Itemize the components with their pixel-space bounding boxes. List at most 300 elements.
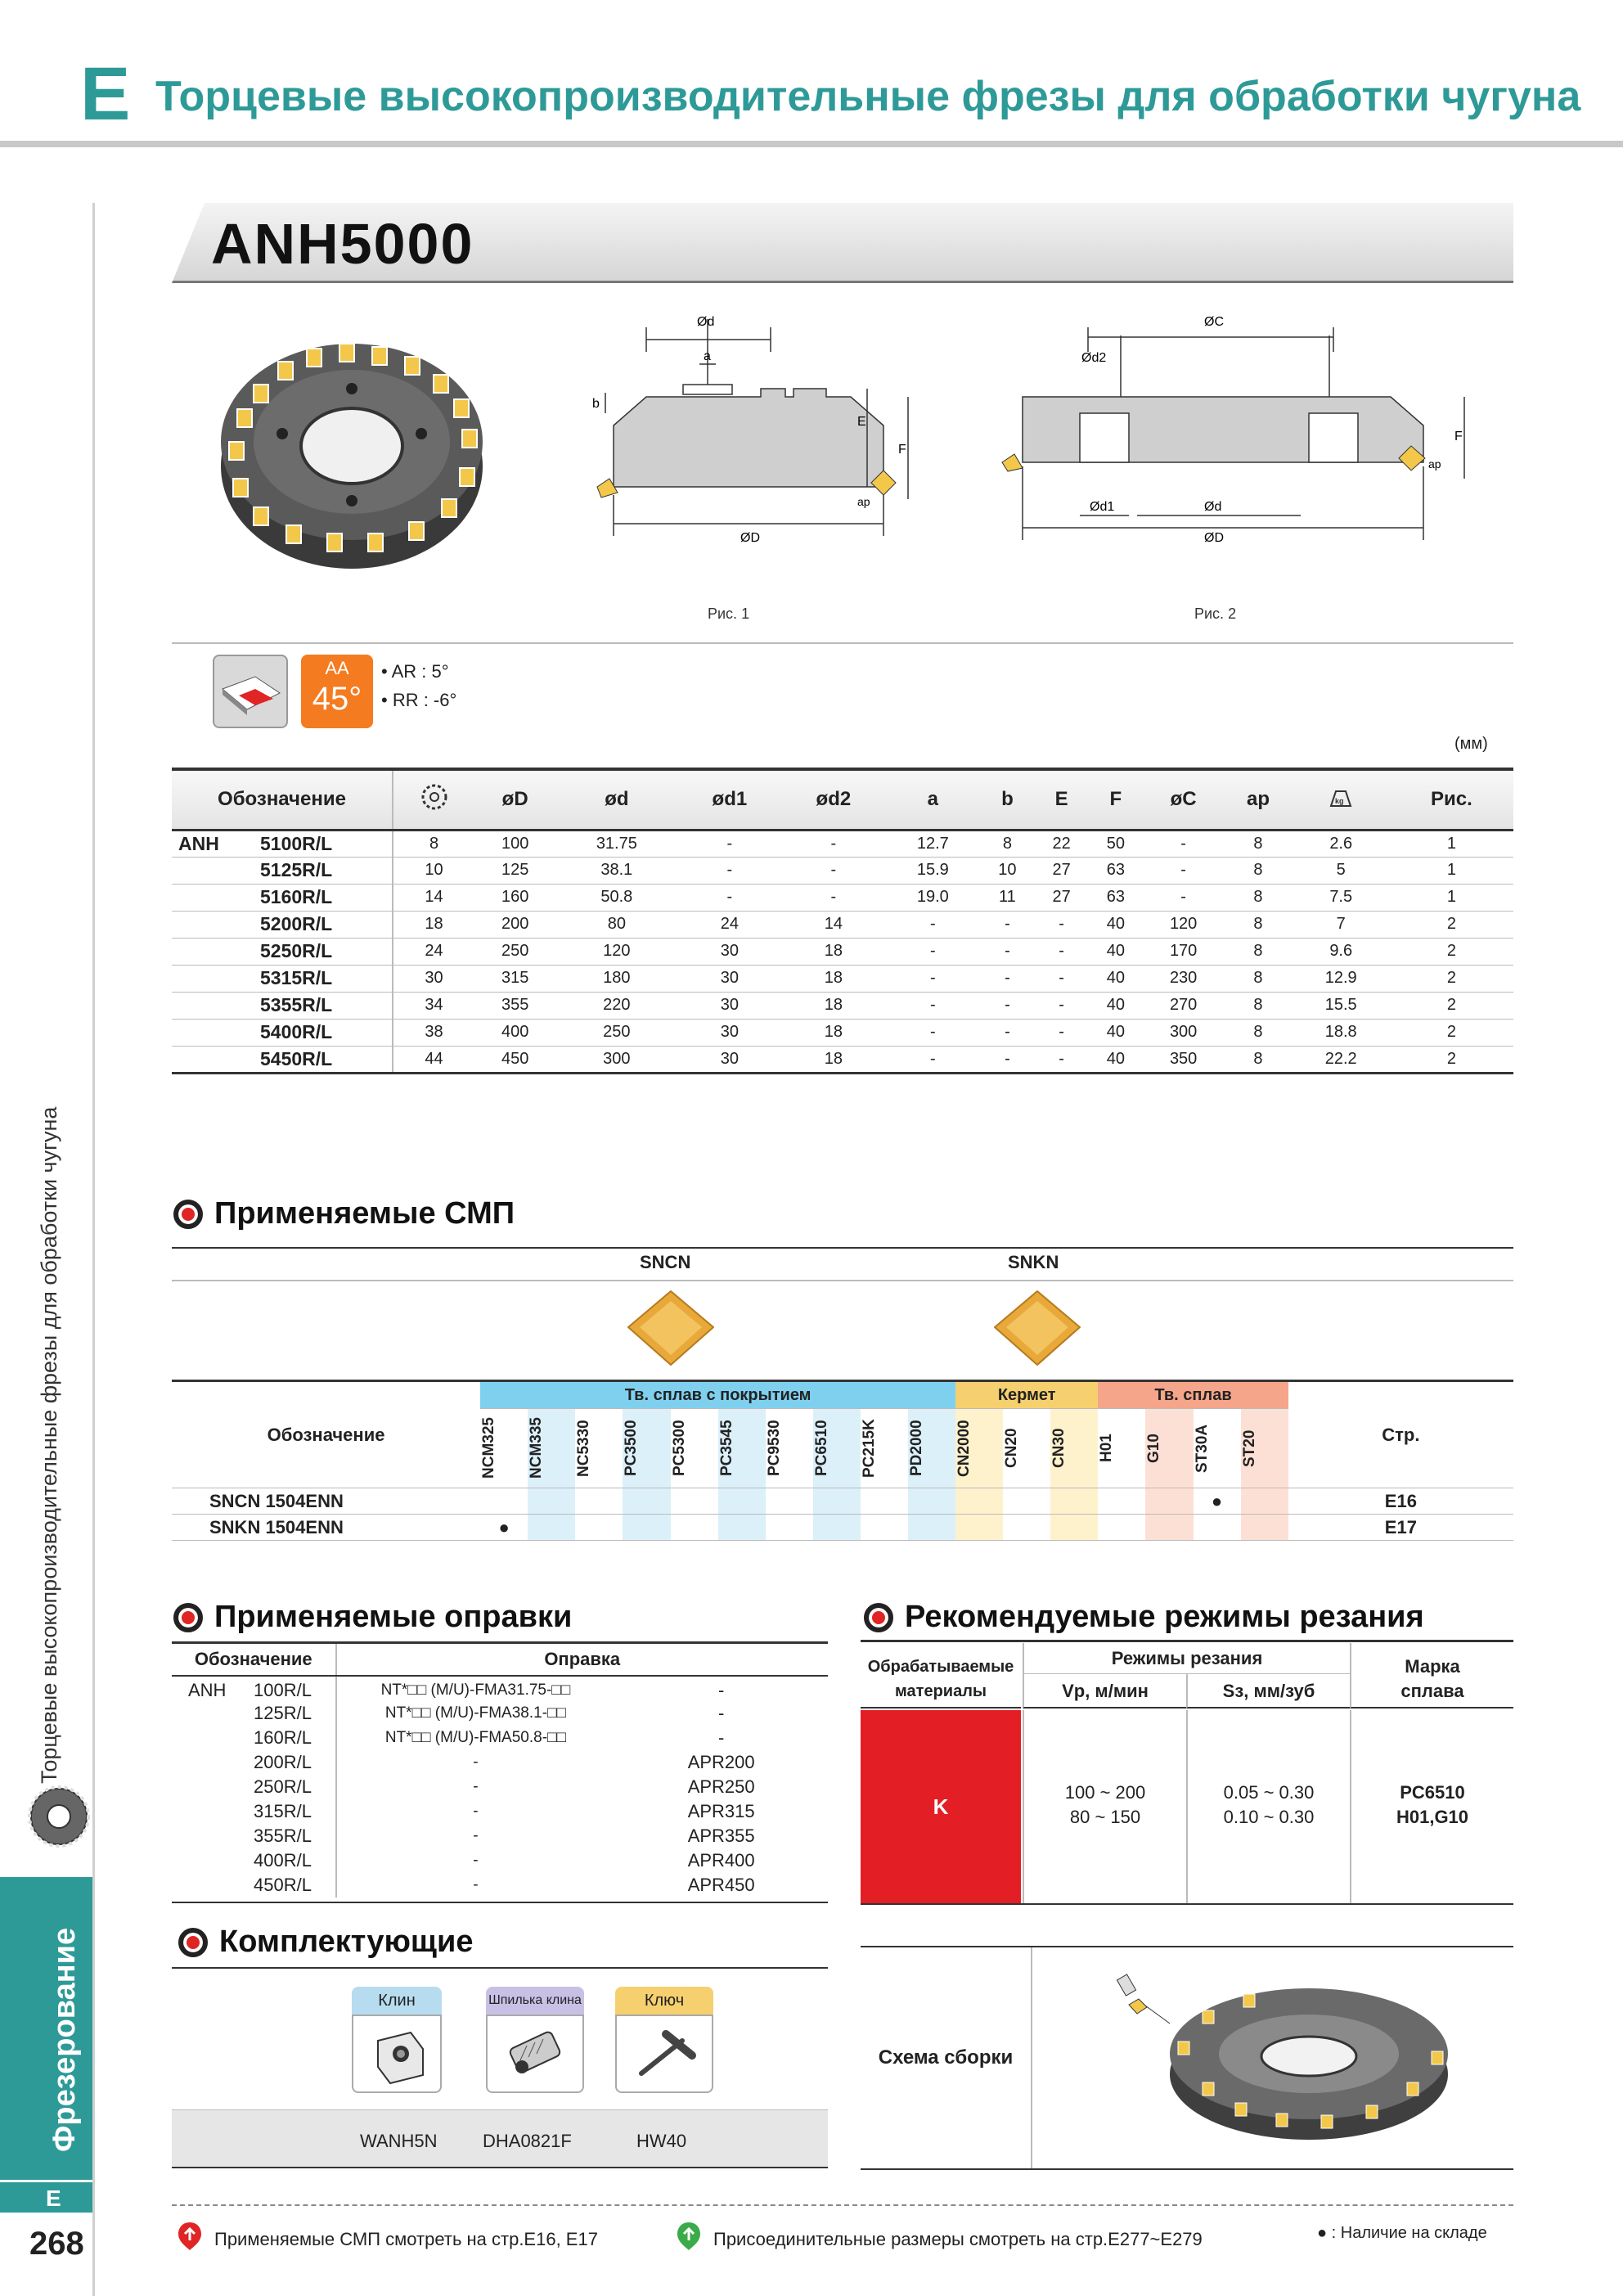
- grade-label: ST30A: [1193, 1424, 1211, 1473]
- spec-cell: 8: [1224, 830, 1292, 857]
- col-F: F: [1089, 769, 1143, 830]
- spec-cell: 7: [1293, 911, 1390, 938]
- weight-icon: [1324, 785, 1357, 809]
- col-b: b: [980, 769, 1034, 830]
- spec-cell: 2: [1390, 1046, 1513, 1073]
- angle-badge-top: AA: [325, 658, 349, 678]
- spec-cell: 120: [555, 938, 677, 965]
- inserts-title-text: Применяемые СМП: [214, 1196, 515, 1231]
- spec-cell: 5: [1293, 857, 1390, 884]
- spec-cell: -: [1143, 830, 1224, 857]
- holder-code: 315R/L: [254, 1800, 312, 1821]
- grade-label: PD2000: [907, 1420, 925, 1477]
- header-divider: [0, 141, 1623, 147]
- holder-arbor: NT*□□ (M/U)-FMA31.75-□□: [380, 1681, 571, 1699]
- spec-cell: -: [1035, 911, 1089, 938]
- spec-cell: 27: [1035, 884, 1089, 911]
- holder-code: 200R/L: [254, 1751, 312, 1772]
- spec-cell: 22: [1035, 830, 1089, 857]
- holder-row: [172, 1701, 828, 1726]
- spec-cell: -: [1035, 992, 1089, 1019]
- spec-cell: 30: [677, 1019, 781, 1046]
- insert-grade-cell: [718, 1488, 766, 1515]
- grade-header: [528, 1409, 575, 1488]
- holder-arbor: NT*□□ (M/U)-FMA50.8-□□: [384, 1728, 566, 1746]
- spec-cell: -: [885, 911, 980, 938]
- insert-grade-cell: [908, 1515, 955, 1541]
- spec-cell: 8: [1224, 1019, 1292, 1046]
- spec-cell: 44: [393, 1046, 474, 1073]
- inserts-section-title: [173, 1196, 515, 1231]
- spec-cell: 18: [781, 1019, 885, 1046]
- holder-arbor: -: [473, 1802, 479, 1820]
- insert-grade-cell: [575, 1488, 623, 1515]
- insert-grade-cell: [718, 1515, 766, 1541]
- angle-badge: [301, 655, 373, 728]
- spec-cell: -: [885, 992, 980, 1019]
- inserts-group-row: [172, 1381, 1513, 1409]
- banner-corner: [172, 203, 205, 283]
- grade-label: PC9530: [765, 1420, 783, 1477]
- spec-row: [172, 857, 1513, 884]
- insert-grade-cell: [955, 1515, 1003, 1541]
- insert-grade-cell: [861, 1515, 908, 1541]
- insert-grade-cell: [1194, 1515, 1241, 1541]
- col-ap: ap: [1224, 769, 1292, 830]
- spec-cell: 63: [1089, 884, 1143, 911]
- angle-badge-value: 45°: [312, 681, 362, 717]
- dim-d-label-2: Ød: [1204, 500, 1222, 514]
- grade-header: [575, 1409, 623, 1488]
- spec-cell: 8: [1224, 965, 1292, 992]
- holders-header-row: [172, 1643, 828, 1676]
- red-arrow-icon: [175, 2219, 205, 2252]
- spec-cell: 40: [1089, 911, 1143, 938]
- spec-cell: 170: [1143, 938, 1224, 965]
- teeth-icon: [420, 782, 449, 812]
- spec-code-cell: [172, 830, 393, 857]
- holder-prefix: ANH: [188, 1679, 227, 1700]
- footer-note-inserts: Применяемые СМП смотреть на стр.E16, E17: [214, 2229, 598, 2249]
- grade-header: [1145, 1409, 1193, 1488]
- holders-section-title: [173, 1600, 572, 1635]
- spec-code: 5400R/L: [260, 1021, 333, 1042]
- pin-icon: [488, 2016, 582, 2091]
- section-letter: E: [80, 52, 131, 136]
- snkn-insert-image: [988, 1286, 1086, 1376]
- spec-row: [172, 1019, 1513, 1046]
- cut-grade-cell: [1350, 1710, 1513, 1903]
- grade-header: [861, 1409, 908, 1488]
- spec-code: 5200R/L: [260, 913, 333, 934]
- spec-cell: 12.7: [885, 830, 980, 857]
- part-pin-label: Шпилька клина: [486, 1987, 584, 2015]
- grade-label: PC5300: [670, 1420, 688, 1477]
- divider: [172, 642, 1513, 644]
- spec-cell: 30: [677, 938, 781, 965]
- unit-label: (мм): [1454, 735, 1488, 753]
- spec-cell: -: [980, 911, 1034, 938]
- divider: [172, 1247, 1513, 1249]
- grade-header: [718, 1409, 766, 1488]
- holder-code-cell: [172, 1726, 336, 1750]
- col-teeth-icon: [393, 769, 474, 830]
- holder-code: 400R/L: [254, 1849, 312, 1871]
- grade-label: NC5330: [575, 1420, 593, 1477]
- spec-cell: 8: [980, 830, 1034, 857]
- parts-title-text: Комплектующие: [219, 1925, 474, 1959]
- col-d: ød: [555, 769, 677, 830]
- holder-code: 125R/L: [254, 1702, 312, 1723]
- spec-cell: 10: [393, 857, 474, 884]
- spec-cell: 400: [474, 1019, 555, 1046]
- cut-fz-cell: [1186, 1710, 1350, 1903]
- spec-cell: 18.8: [1293, 1019, 1390, 1046]
- spec-cell: 15.9: [885, 857, 980, 884]
- insert-grade-cell: [1098, 1488, 1145, 1515]
- dim-ap2-label: ap: [1428, 457, 1441, 470]
- cut-col-grade: Марка сплава: [1350, 1643, 1513, 1708]
- spec-cell: 40: [1089, 1046, 1143, 1073]
- key-icon: [617, 2016, 712, 2091]
- spec-code-cell: [172, 911, 393, 938]
- spec-cell: -: [1035, 1019, 1089, 1046]
- holder-code: 100R/L: [254, 1679, 312, 1700]
- footer-divider: [172, 2204, 1513, 2206]
- insert-grade-cell: [1241, 1488, 1288, 1515]
- divider: [172, 1967, 828, 1969]
- spec-cell: 1: [1390, 857, 1513, 884]
- insert-grade-cell: [1145, 1488, 1193, 1515]
- spec-row: [172, 911, 1513, 938]
- spec-cell: 10: [980, 857, 1034, 884]
- group-cermet: Кермет: [955, 1381, 1098, 1409]
- grade-label: PC3545: [717, 1420, 735, 1477]
- figure-2-drawing: [990, 303, 1481, 556]
- insert-row: [172, 1515, 1513, 1541]
- stock-dot: ●: [1194, 1488, 1241, 1515]
- holder-code-cell: [172, 1676, 336, 1701]
- part-wedge-image: [352, 2015, 442, 2093]
- insert-grade-cell: [1145, 1515, 1193, 1541]
- spec-cell: 38.1: [555, 857, 677, 884]
- spec-cell: 1: [1390, 884, 1513, 911]
- spec-cell: 8: [1224, 938, 1292, 965]
- divider: [172, 2167, 828, 2168]
- holder-code: 450R/L: [254, 1874, 312, 1895]
- spec-cell: 14: [781, 911, 885, 938]
- dim-b-label: b: [592, 397, 600, 411]
- spec-cell: 12.9: [1293, 965, 1390, 992]
- spec-code: 5355R/L: [260, 994, 333, 1015]
- spec-code-cell: [172, 992, 393, 1019]
- holder-adapter: APR355: [687, 1825, 755, 1846]
- part-key-code: HW40: [636, 2131, 687, 2151]
- spec-cell: 2: [1390, 911, 1513, 938]
- grade-header: [1098, 1409, 1145, 1488]
- grade-header: [955, 1409, 1003, 1488]
- insert-grade-cell: [766, 1515, 813, 1541]
- spec-cell: 9.6: [1293, 938, 1390, 965]
- insert-grade-cell: [528, 1515, 575, 1541]
- holder-code-cell: [172, 1775, 336, 1799]
- grade-header: [766, 1409, 813, 1488]
- grade-header: [908, 1409, 955, 1488]
- svg-text:kg: kg: [1335, 796, 1344, 805]
- spec-cell: -: [980, 1019, 1034, 1046]
- spec-cell: 230: [1143, 965, 1224, 992]
- spec-row: [172, 884, 1513, 911]
- spec-cell: 30: [677, 1046, 781, 1073]
- grade-header: [1003, 1409, 1050, 1488]
- vc-value-1: 100 ~ 200: [1064, 1782, 1146, 1803]
- insert-grade-cell: [671, 1515, 718, 1541]
- spec-cell: -: [781, 857, 885, 884]
- grade-label: CN2000: [955, 1420, 973, 1477]
- holder-arbor: -: [473, 1826, 479, 1844]
- spec-code: 5250R/L: [260, 940, 333, 961]
- part-key-image: [615, 2015, 713, 2093]
- holders-col-code: Обозначение: [172, 1643, 336, 1676]
- dim-a-label: a: [704, 349, 711, 363]
- grade-label: PC215K: [860, 1419, 878, 1478]
- sidebar-title: Торцевые высокопроизводительные фрезы для обработки чугуна: [37, 1106, 61, 1784]
- stock-dot: ●: [480, 1515, 528, 1541]
- spec-cell: 40: [1089, 938, 1143, 965]
- spec-cell: 2: [1390, 992, 1513, 1019]
- spec-code: 5315R/L: [260, 967, 333, 988]
- holder-adapter: APR450: [687, 1874, 755, 1895]
- insert-grade-cell: [1003, 1515, 1050, 1541]
- spec-cell: -: [885, 1046, 980, 1073]
- sidebar-letter: E: [0, 2180, 92, 2213]
- spec-code: 5100R/L: [260, 832, 333, 854]
- spec-cell: 2: [1390, 938, 1513, 965]
- footer-note-dimensions: Присоединительные размеры смотреть на стр.E277~E279: [713, 2229, 1203, 2249]
- spec-cell: 14: [393, 884, 474, 911]
- spec-cell: -: [980, 938, 1034, 965]
- material-k-cell: K: [861, 1710, 1021, 1903]
- spec-cell: -: [980, 1046, 1034, 1073]
- holder-adapter: APR400: [687, 1849, 755, 1871]
- section-bullet-icon: [173, 1603, 203, 1632]
- col-d2: ød2: [781, 769, 885, 830]
- sidebar-section-label: Фрезерование: [47, 1927, 82, 2152]
- spec-cell: -: [980, 992, 1034, 1019]
- spec-cell: 38: [393, 1019, 474, 1046]
- grade-header: [1194, 1409, 1241, 1488]
- spec-cell: 220: [555, 992, 677, 1019]
- spec-cell: 24: [393, 938, 474, 965]
- grade-header: [671, 1409, 718, 1488]
- divider: [172, 1280, 1513, 1281]
- insert-grade-cell: [1098, 1515, 1145, 1541]
- spec-code-cell: [172, 1046, 393, 1073]
- spec-cell: 350: [1143, 1046, 1224, 1073]
- section-bullet-icon: [864, 1603, 893, 1632]
- spec-code: 5125R/L: [260, 859, 333, 880]
- holder-code-cell: [172, 1873, 336, 1898]
- insert-grade-cell: [1003, 1488, 1050, 1515]
- insert-grade-cell: [623, 1488, 670, 1515]
- spec-cell: 18: [393, 911, 474, 938]
- insert-grade-cell: [1050, 1488, 1098, 1515]
- cut-col-vc: Vp, м/мин: [1023, 1674, 1186, 1708]
- vc-value-2: 80 ~ 150: [1069, 1807, 1141, 1827]
- spec-cell: 18: [781, 992, 885, 1019]
- grade-label: NCM325: [480, 1417, 498, 1479]
- spec-cell: -: [980, 965, 1034, 992]
- part-key-label: Ключ: [615, 1987, 713, 2015]
- spec-cell: 2.6: [1293, 830, 1390, 857]
- figure-1-caption: Рис. 1: [708, 606, 750, 622]
- grade-value-2: H01,G10: [1396, 1807, 1469, 1827]
- parts-section-title: [178, 1925, 473, 1960]
- spec-cell: 2: [1390, 965, 1513, 992]
- dim-C-label: ØC: [1204, 315, 1224, 329]
- cutting-section-title: [864, 1600, 1424, 1635]
- spec-code-cell: [172, 965, 393, 992]
- dim-d1-label: Ød1: [1090, 500, 1115, 514]
- spec-cell: -: [677, 857, 781, 884]
- spec-header-row: [172, 769, 1513, 830]
- insert-code: SNKN 1504ENN: [172, 1515, 480, 1541]
- spec-cell: 100: [474, 830, 555, 857]
- spec-cell: -: [677, 830, 781, 857]
- col-a: a: [885, 769, 980, 830]
- insert-grade-cell: [908, 1488, 955, 1515]
- grade-value-1: PC6510: [1400, 1782, 1465, 1803]
- spec-cell: 34: [393, 992, 474, 1019]
- sidebar-cutter-icon: [26, 1784, 92, 1849]
- spec-code: 5160R/L: [260, 886, 333, 907]
- spec-cell: 50: [1089, 830, 1143, 857]
- spec-cell: 30: [677, 965, 781, 992]
- grade-label: H01: [1098, 1434, 1116, 1463]
- insert-grade-cell: [528, 1488, 575, 1515]
- grade-label: CN20: [1003, 1428, 1021, 1469]
- grade-header: [480, 1409, 528, 1488]
- product-name: ANH5000: [211, 212, 474, 276]
- holder-arbor: -: [473, 1777, 479, 1795]
- spec-cell: -: [1143, 884, 1224, 911]
- holders-title-text: Применяемые оправки: [214, 1600, 573, 1634]
- spec-cell: 270: [1143, 992, 1224, 1019]
- section-bullet-icon: [178, 1928, 208, 1957]
- insert-grade-cell: [480, 1488, 528, 1515]
- spec-cell: 7.5: [1293, 884, 1390, 911]
- holder-row: [172, 1848, 828, 1873]
- spec-cell: 8: [1224, 857, 1292, 884]
- holders-table: [172, 1641, 828, 1898]
- spec-row: [172, 965, 1513, 992]
- spec-cell: 300: [1143, 1019, 1224, 1046]
- spec-cell: 125: [474, 857, 555, 884]
- insert-shape-badge: [213, 655, 288, 728]
- insert-page: E16: [1288, 1488, 1513, 1515]
- spec-cell: -: [1035, 965, 1089, 992]
- insert-page: E17: [1288, 1515, 1513, 1541]
- divider: [172, 1902, 828, 1903]
- axial-rake: • AR : 5°: [381, 661, 449, 682]
- spec-cell: -: [677, 884, 781, 911]
- insert-grade-cell: [813, 1488, 861, 1515]
- holder-code-cell: [172, 1750, 336, 1775]
- section-bullet-icon: [173, 1200, 203, 1229]
- holder-code-cell: [172, 1701, 336, 1726]
- wedge-icon: [353, 2016, 440, 2091]
- page-title: Торцевые высокопроизводительные фрезы для обработки чугуна: [155, 73, 1581, 120]
- assembly-image: [1088, 1960, 1464, 2156]
- spec-table: [172, 768, 1513, 1074]
- dim-e-label: E: [857, 415, 866, 429]
- col-D: øD: [474, 769, 555, 830]
- divider: [861, 1640, 1513, 1642]
- spec-cell: 30: [677, 992, 781, 1019]
- spec-cell: 40: [1089, 965, 1143, 992]
- holder-row: [172, 1750, 828, 1775]
- holder-adapter: -: [718, 1727, 725, 1748]
- grade-header: [813, 1409, 861, 1488]
- dim-ap-label: ap: [857, 495, 870, 508]
- figure-2-caption: Рис. 2: [1194, 606, 1237, 622]
- cut-col-fz: Sз, мм/зуб: [1186, 1674, 1350, 1708]
- spec-row: [172, 1046, 1513, 1073]
- part-wedge-label: Клин: [352, 1987, 442, 2015]
- spec-row: [172, 830, 1513, 857]
- part-wedge: [352, 1987, 442, 2093]
- spec-cell: 8: [393, 830, 474, 857]
- spec-row: [172, 992, 1513, 1019]
- col-E: E: [1035, 769, 1089, 830]
- holder-adapter: -: [718, 1702, 725, 1723]
- col-C: øC: [1143, 769, 1224, 830]
- insert-grade-cell: [861, 1488, 908, 1515]
- spec-prefix: ANH: [178, 832, 219, 854]
- holder-code: 250R/L: [254, 1776, 312, 1797]
- holder-adapter: -: [718, 1679, 725, 1700]
- spec-cell: 200: [474, 911, 555, 938]
- holder-adapter: APR200: [687, 1751, 755, 1772]
- shape-snkn-label: SNKN: [1008, 1252, 1059, 1272]
- spec-cell: 80: [555, 911, 677, 938]
- radial-rake: • RR : -6°: [381, 690, 457, 710]
- holder-arbor: -: [473, 1875, 479, 1893]
- dim-D-label-2: ØD: [1204, 531, 1224, 545]
- spec-code-cell: [172, 1019, 393, 1046]
- spec-cell: 22.2: [1293, 1046, 1390, 1073]
- insert-grade-cell: [955, 1488, 1003, 1515]
- dim-d2-label: Ød2: [1081, 351, 1107, 365]
- shape-sncn-label: SNCN: [640, 1252, 691, 1272]
- spec-cell: 300: [555, 1046, 677, 1073]
- dim-d-label: Ød: [697, 315, 715, 329]
- spec-cell: -: [885, 938, 980, 965]
- insert-grade-cell: [813, 1515, 861, 1541]
- spec-cell: 19.0: [885, 884, 980, 911]
- spec-row: [172, 938, 1513, 965]
- holder-row: [172, 1726, 828, 1750]
- spec-code-cell: [172, 938, 393, 965]
- holder-row: [172, 1824, 828, 1848]
- holders-col-arbor: Оправка: [336, 1643, 829, 1676]
- spec-cell: 8: [1224, 992, 1292, 1019]
- spec-cell: 8: [1224, 1046, 1292, 1073]
- insert-grade-cell: [623, 1515, 670, 1541]
- spec-cell: -: [1035, 938, 1089, 965]
- holder-code: 160R/L: [254, 1727, 312, 1748]
- page-number: 268: [29, 2226, 84, 2262]
